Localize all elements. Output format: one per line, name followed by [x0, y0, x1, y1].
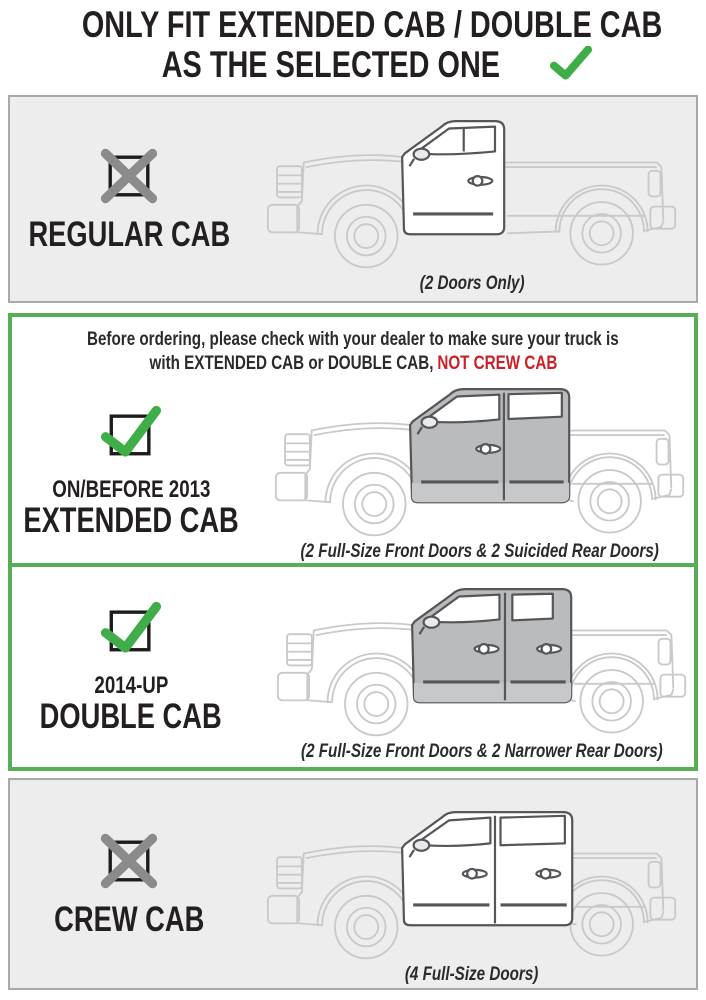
x-mark-icon [98, 830, 160, 892]
title-line1-text: ONLY FIT EXTENDED CAB / DOUBLE CAB [81, 4, 663, 45]
check-icon [100, 599, 162, 661]
check-icon [550, 46, 592, 80]
crew-cab-label: CREW CAB [53, 900, 205, 939]
extended-cab-status [12, 379, 250, 563]
truck-illustration-extended-cab [273, 379, 687, 539]
section-double-cab [12, 567, 694, 767]
regular-cab-caption: (2 Doors Only) [419, 272, 525, 294]
page-title [0, 0, 706, 85]
x-mark-icon [98, 145, 160, 207]
title-line-2 [0, 45, 706, 85]
notice-line-1: Before ordering, please check with your dealer to make sure your truck is [87, 328, 619, 350]
dealer-notice [12, 317, 694, 379]
section-regular-cab [8, 95, 698, 303]
truck-illustration-crew-cab [265, 802, 679, 962]
compatible-cabs-box [8, 313, 698, 771]
double-cab-caption: (2 Full-Size Front Doors & 2 Narrower Rear Doors) [301, 740, 663, 762]
regular-cab-status [10, 97, 248, 301]
extended-cab-label: EXTENDED CAB [23, 501, 239, 540]
truck-illustration-regular-cab [265, 111, 679, 271]
truck-illustration-double-cab [275, 579, 689, 739]
title-line2-text: AS THE SELECTED ONE [161, 44, 501, 85]
extended-cab-caption: (2 Full-Size Front Doors & 2 Suicided Rear Doors) [300, 540, 659, 562]
title-line-1 [0, 5, 706, 45]
notice-warning-text: NOT CREW CAB [436, 352, 557, 374]
crew-cab-caption: (4 Full-Size Doors) [405, 963, 539, 985]
notice-line-2: with EXTENDED CAB or DOUBLE CAB, NOT CREW CAB [149, 352, 557, 374]
section-crew-cab [8, 778, 698, 990]
extended-cab-sublabel: ON/BEFORE 2013 [51, 476, 211, 503]
check-icon [100, 403, 162, 465]
double-cab-status [12, 567, 250, 767]
regular-cab-label: REGULAR CAB [28, 215, 230, 254]
crew-cab-status [10, 780, 248, 988]
double-cab-label: DOUBLE CAB [39, 697, 222, 736]
double-cab-sublabel: 2014-UP [94, 672, 168, 699]
section-extended-cab [12, 317, 694, 563]
